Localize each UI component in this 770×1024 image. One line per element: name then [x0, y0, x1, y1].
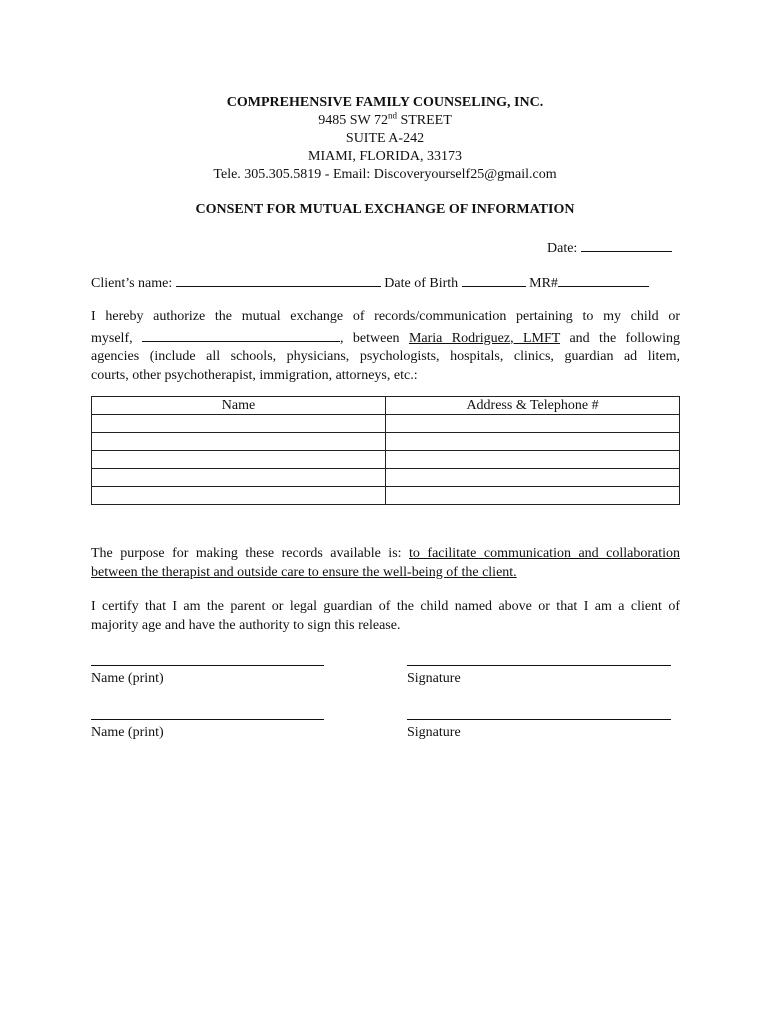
- authorization-line-4: courts, other psychotherapist, immigration, attorneys, etc.:: [91, 367, 418, 383]
- date-row: [547, 237, 672, 258]
- suite: SUITE A-242: [345, 131, 425, 146]
- authorization-paragraph: [91, 308, 680, 385]
- name-print-line-1[interactable]: [91, 665, 324, 666]
- therapist-name: Maria Rodriguez, LMFT: [408, 330, 561, 346]
- column-header-address: Address & Telephone #: [386, 397, 680, 415]
- dob-field[interactable]: [462, 272, 526, 287]
- certification-line-2: majority age and have the authority to sign this release.: [91, 617, 401, 633]
- table-row: [92, 487, 680, 505]
- agency-address-cell[interactable]: [386, 469, 680, 487]
- street-address-name: STREET: [396, 113, 452, 128]
- table-row: [92, 415, 680, 433]
- purpose-line-2: between the therapist and outside care to ensure the well-being of the client.: [91, 564, 517, 580]
- date-label: Date:: [547, 241, 578, 256]
- table-header-row: [92, 397, 680, 415]
- company-name: COMPREHENSIVE FAMILY COUNSELING, INC.: [226, 95, 544, 110]
- purpose-line-1: [91, 545, 680, 564]
- certification-line-1: I certify that I am the parent or legal guardian of the child named above or that I am a client of: [91, 599, 680, 614]
- authorization-between: , between: [340, 330, 400, 346]
- signature-line-2[interactable]: [407, 719, 671, 720]
- purpose-text-1: to facilitate communication and collaboration: [409, 546, 681, 561]
- client-row: [91, 272, 649, 293]
- signature-label-1: Signature: [407, 671, 461, 686]
- certification-paragraph: [91, 598, 680, 635]
- contact-info: Tele. 305.305.5819 - Email: Discoveryourself25@gmail.com: [213, 167, 557, 182]
- purpose-paragraph: [91, 545, 680, 582]
- client-name-field[interactable]: [176, 272, 381, 287]
- authorized-person-field[interactable]: [142, 327, 340, 342]
- table-row: [92, 451, 680, 469]
- agency-name-cell[interactable]: [92, 415, 386, 433]
- authorization-line-3: agencies (include all schools, physicians, psychologists, hospitals, clinics, guardian ad litem,: [91, 349, 680, 364]
- agency-name-cell[interactable]: [92, 451, 386, 469]
- client-name-label: Client’s name:: [91, 276, 173, 291]
- form-title: CONSENT FOR MUTUAL EXCHANGE OF INFORMATION: [195, 202, 575, 217]
- agencies-table: [91, 396, 680, 505]
- agency-address-cell[interactable]: [386, 415, 680, 433]
- signature-label-2: Signature: [407, 725, 461, 740]
- mr-field[interactable]: [558, 272, 649, 287]
- column-header-name: Name: [92, 397, 386, 415]
- authorization-following: and the following: [569, 330, 680, 346]
- table-row: [92, 469, 680, 487]
- street-address-suffix: nd: [387, 110, 397, 121]
- purpose-label: The purpose for making these records available is:: [91, 546, 402, 561]
- agency-name-cell[interactable]: [92, 433, 386, 451]
- table-row: [92, 433, 680, 451]
- dob-label: Date of Birth: [384, 276, 459, 291]
- authorization-line-2: [91, 327, 680, 349]
- authorization-line-1: I hereby authorize the mutual exchange of records/communication pertaining to my child or: [91, 309, 680, 324]
- mr-label: MR#: [529, 276, 558, 291]
- agency-address-cell[interactable]: [386, 433, 680, 451]
- street-address: [0, 112, 770, 130]
- name-print-label-2: Name (print): [91, 725, 164, 740]
- agency-address-cell[interactable]: [386, 487, 680, 505]
- authorization-myself: myself,: [91, 330, 133, 346]
- date-field[interactable]: [581, 237, 672, 252]
- agency-name-cell[interactable]: [92, 487, 386, 505]
- agency-name-cell[interactable]: [92, 469, 386, 487]
- street-address-number: 9485 SW 72: [318, 113, 388, 128]
- agency-address-cell[interactable]: [386, 451, 680, 469]
- name-print-label-1: Name (print): [91, 671, 164, 686]
- signature-line-1[interactable]: [407, 665, 671, 666]
- name-print-line-2[interactable]: [91, 719, 324, 720]
- city-state-zip: MIAMI, FLORIDA, 33173: [308, 149, 462, 164]
